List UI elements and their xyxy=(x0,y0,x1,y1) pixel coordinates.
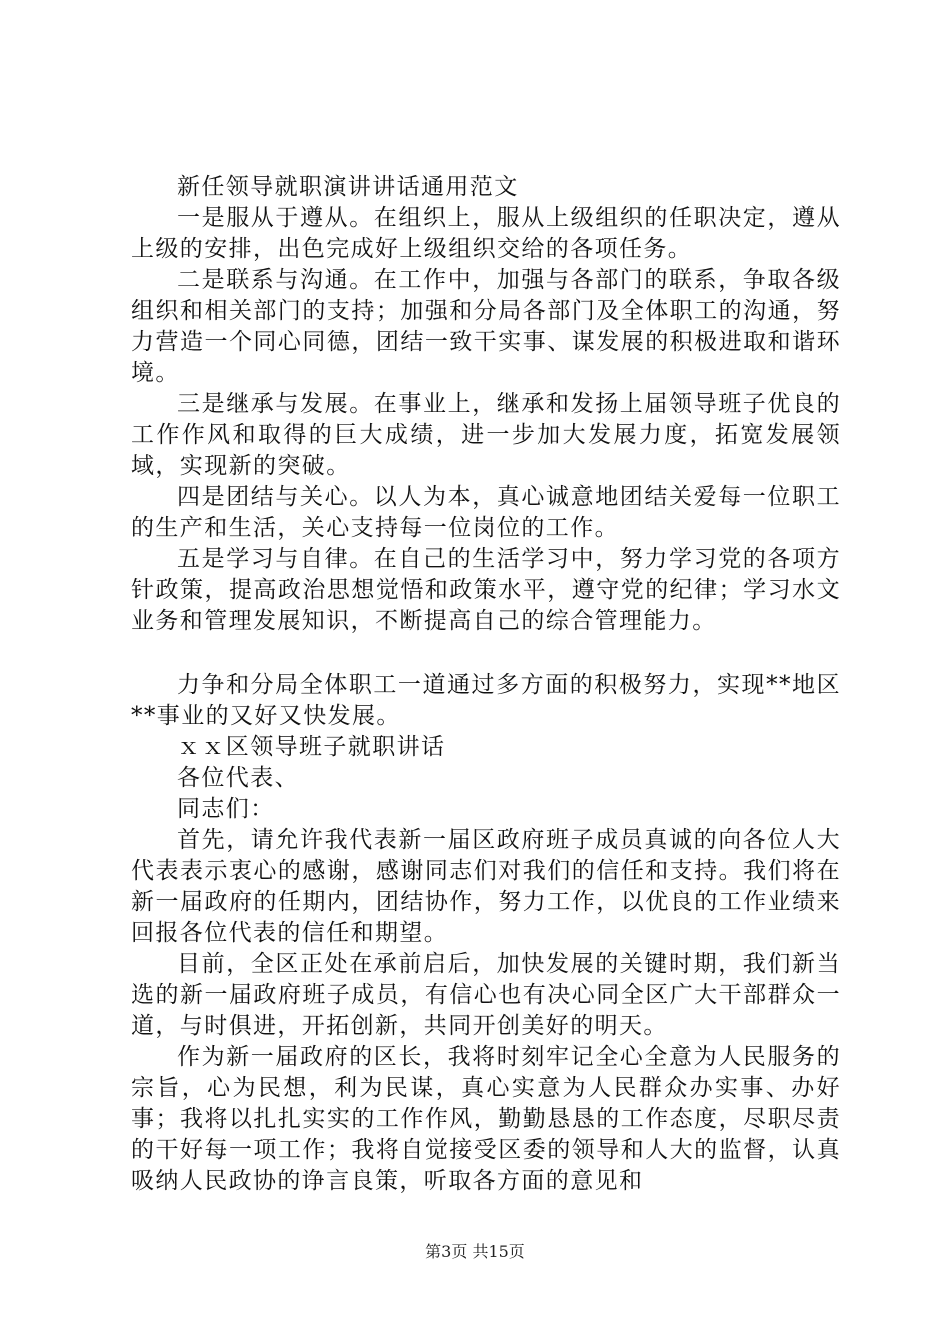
salutation-2: 同志们： xyxy=(177,796,275,822)
page-footer: 第3页 共15页 xyxy=(425,1242,525,1261)
paragraph-7: 首先，请允许我代表新一届区政府班子成员真诚的向各位人大代表表示衷心的感谢，感谢同志们对我们的信任和支持。我们将在新一届政府的任期内，团结协作，努力工作，以优良的工作业绩来回报各位代表的信任和期望。 xyxy=(131,827,841,946)
document-body xyxy=(131,172,841,1197)
paragraph-8: 目前，全区正处在承前启后，加快发展的关键时期，我们新当选的新一届政府班子成员，有信心也有决心同全区广大干部群众一道，与时俱进，开拓创新，共同开创美好的明天。 xyxy=(131,951,841,1039)
paragraph-6: 力争和分局全体职工一道通过多方面的积极努力，实现**地区**事业的又好又快发展。 xyxy=(131,672,841,729)
paragraph-5: 五是学习与自律。在自己的生活学习中，努力学习党的各项方针政策，提高政治思想觉悟和政策水平，遵守党的纪律；学习水文业务和管理发展知识，不断提高自己的综合管理能力。 xyxy=(131,546,841,634)
speech-heading: ｘｘ区领导班子就职讲话 xyxy=(177,734,446,760)
paragraph-9: 作为新一届政府的区长，我将时刻牢记全心全意为人民服务的宗旨，心为民想，利为民谋，真心实意为人民群众办实事、办好事；我将以扎扎实实的工作作风，勤勤恳恳的工作态度，尽职尽责的干好每一项工作；我将自觉接受区委的领导和人大的监督，认真吸纳人民政协的诤言良策，听取各方面的意见和 xyxy=(131,1044,841,1194)
paragraph-3: 三是继承与发展。在事业上，继承和发扬上届领导班子优良的工作作风和取得的巨大成绩，进一步加大发展力度，拓宽发展领域，实现新的突破。 xyxy=(131,391,841,479)
salutation-1: 各位代表、 xyxy=(177,765,299,791)
paragraph-2: 二是联系与沟通。在工作中，加强与各部门的联系，争取各级组织和相关部门的支持；加强和分局各部门及全体职工的沟通，努力营造一个同心同德，团结一致干实事、谋发展的积极进取和谐环境。 xyxy=(131,267,841,386)
document-title: 新任领导就职演讲讲话通用范文 xyxy=(177,174,519,200)
paragraph-1: 一是服从于遵从。在组织上，服从上级组织的任职决定，遵从上级的安排，出色完成好上级组织交给的各项任务。 xyxy=(131,205,841,262)
paragraph-spacer xyxy=(131,637,841,670)
paragraph-4: 四是团结与关心。以人为本，真心诚意地团结关爱每一位职工的生产和生活，关心支持每一位岗位的工作。 xyxy=(131,484,841,541)
